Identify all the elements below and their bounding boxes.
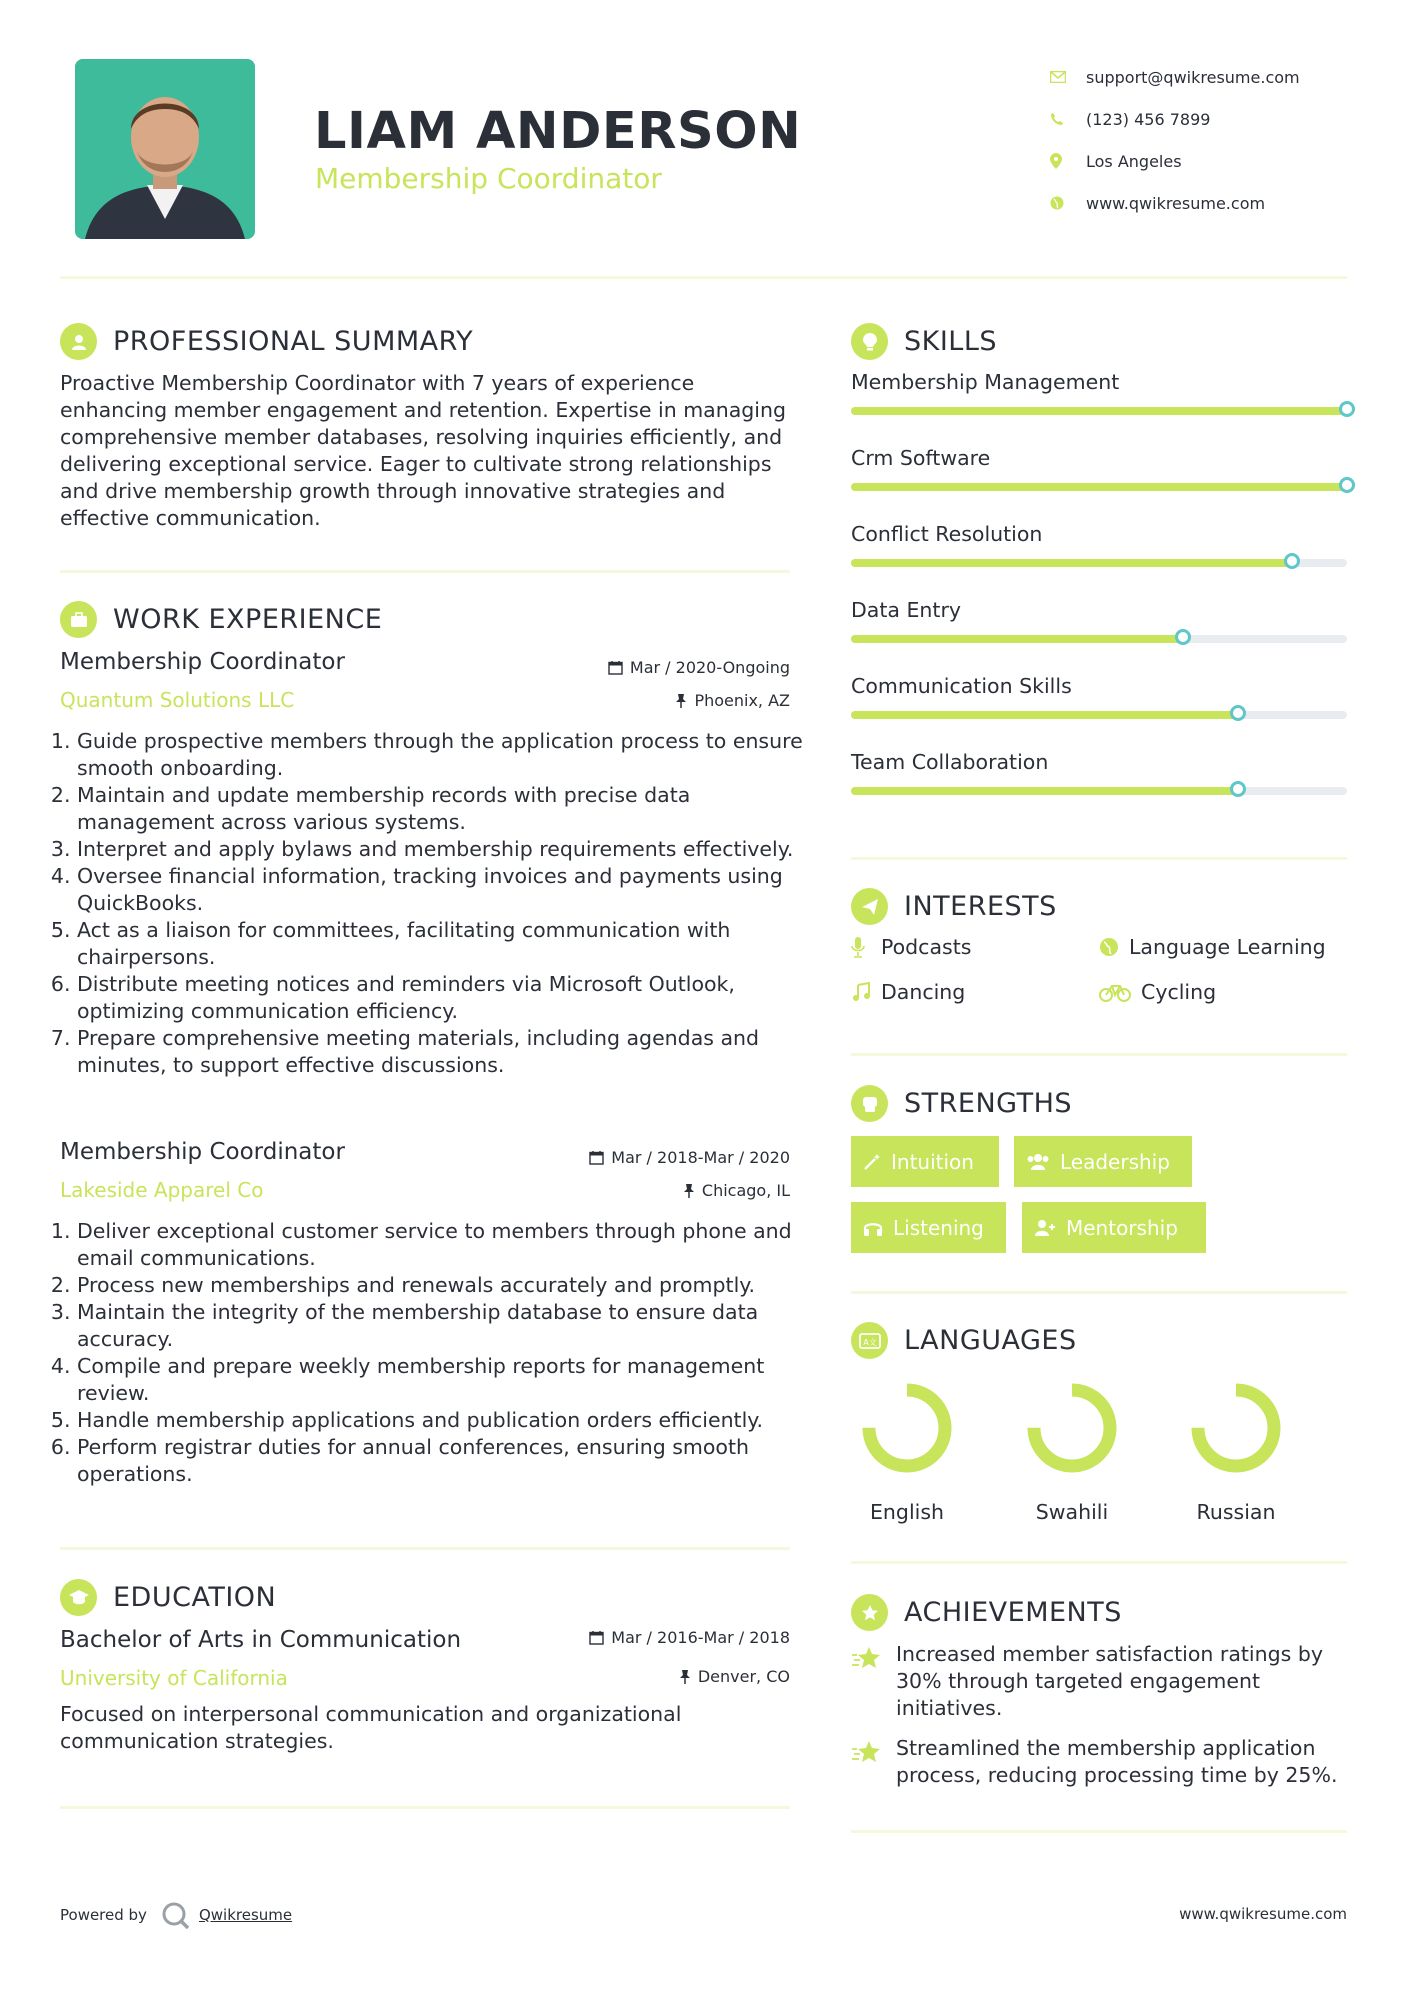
language-item bbox=[1022, 1378, 1122, 1524]
phone-icon bbox=[1050, 112, 1086, 126]
strength-label: Intuition bbox=[891, 1149, 974, 1174]
pushpin-icon bbox=[675, 693, 687, 708]
list-item: 4. Compile and prepare weekly membership reports for management review. bbox=[77, 1353, 817, 1407]
strength-pill bbox=[1014, 1136, 1192, 1187]
contact-location bbox=[1050, 140, 1300, 182]
interest-item bbox=[1099, 935, 1326, 959]
interests-heading bbox=[851, 888, 1057, 925]
language-name: Russian bbox=[1196, 1500, 1276, 1524]
language-level-ring bbox=[857, 1378, 957, 1478]
list-item: 1. Guide prospective members through the application process to ensure smooth onboarding. bbox=[77, 728, 812, 782]
language-item bbox=[857, 1378, 957, 1524]
achievement-text: Streamlined the membership application process, reducing processing time by 25%. bbox=[896, 1736, 1338, 1787]
calendar-icon bbox=[589, 1630, 604, 1645]
summary-heading bbox=[60, 323, 473, 360]
strengths-heading bbox=[851, 1085, 1072, 1122]
list-item: 4. Oversee financial information, tracking invoices and payments using QuickBooks. bbox=[77, 863, 812, 917]
profile-photo bbox=[75, 59, 255, 239]
skill-level-bar bbox=[851, 407, 1347, 415]
skill-item bbox=[851, 370, 1347, 394]
skill-level-fill bbox=[851, 483, 1347, 491]
interests-title: INTERESTS bbox=[904, 891, 1057, 922]
work-title: WORK EXPERIENCE bbox=[113, 604, 383, 635]
interest-label: Cycling bbox=[1141, 980, 1217, 1004]
list-item: 3. Maintain the integrity of the membership database to ensure data accuracy. bbox=[77, 1299, 817, 1353]
contact-location-text: Los Angeles bbox=[1086, 151, 1182, 171]
summary-title: PROFESSIONAL SUMMARY bbox=[113, 326, 474, 357]
job-location-text: Chicago, IL bbox=[701, 1181, 790, 1200]
skill-name: Membership Management bbox=[851, 370, 1120, 394]
languages-title: LANGUAGES bbox=[904, 1325, 1077, 1356]
list-item: 5. Act as a liaison for committees, facilitating communication with chairpersons. bbox=[77, 917, 812, 971]
qwikresume-link[interactable]: Qwikresume bbox=[198, 1906, 293, 1924]
fist-icon bbox=[851, 1085, 888, 1122]
strength-pill bbox=[851, 1136, 999, 1187]
skill-level-knob bbox=[1175, 629, 1191, 645]
list-item: 6. Perform registrar duties for annual conferences, ensuring smooth operations. bbox=[77, 1434, 817, 1488]
skill-level-knob bbox=[1339, 401, 1355, 417]
lightbulb-icon bbox=[851, 323, 888, 360]
skill-item bbox=[851, 522, 1347, 546]
strengths-divider bbox=[851, 1291, 1347, 1294]
skill-item bbox=[851, 446, 1347, 470]
language-level-arc bbox=[1034, 1390, 1110, 1466]
interest-item bbox=[851, 980, 965, 1004]
magic-wand-icon bbox=[863, 1153, 881, 1171]
interests-divider bbox=[851, 1053, 1347, 1056]
list-item: 3. Interpret and apply bylaws and membership requirements effectively. bbox=[77, 836, 812, 863]
achievement-item bbox=[851, 1641, 1351, 1722]
strength-pill bbox=[1022, 1202, 1206, 1253]
footer-website[interactable]: www.qwikresume.com bbox=[1179, 1905, 1347, 1923]
job-duties-list bbox=[55, 1218, 817, 1488]
job-company: Lakeside Apparel Co bbox=[60, 1178, 264, 1202]
powered-by bbox=[60, 1901, 292, 1929]
music-note-icon bbox=[851, 982, 881, 1002]
list-item: 1. Deliver exceptional customer service to members through phone and email communications. bbox=[77, 1218, 817, 1272]
list-item: 2. Maintain and update membership records with precise data management across various systems. bbox=[77, 782, 812, 836]
job-location bbox=[675, 691, 790, 710]
achievements-divider bbox=[851, 1830, 1347, 1833]
list-item: 7. Prepare comprehensive meeting materials, including agendas and minutes, to support effective discussions. bbox=[77, 1025, 812, 1079]
language-name: Swahili bbox=[1035, 1500, 1109, 1524]
skill-item bbox=[851, 598, 1347, 622]
qwikresume-logo-icon bbox=[161, 1901, 191, 1929]
globe-icon bbox=[1099, 937, 1129, 957]
job-dates-text: Mar / 2018-Mar / 2020 bbox=[611, 1148, 790, 1167]
list-item: 5. Handle membership applications and publication orders efficiently. bbox=[77, 1407, 817, 1434]
bicycle-icon bbox=[1099, 982, 1141, 1002]
skill-name: Data Entry bbox=[851, 598, 962, 622]
education-location-text: Denver, CO bbox=[697, 1667, 790, 1686]
language-name: English bbox=[869, 1500, 945, 1524]
skill-item bbox=[851, 750, 1347, 774]
skill-level-fill bbox=[851, 711, 1238, 719]
language-level-arc bbox=[1198, 1390, 1274, 1466]
contact-website[interactable] bbox=[1050, 182, 1300, 224]
achievement-item bbox=[851, 1735, 1351, 1789]
education-dates-text: Mar / 2016-Mar / 2018 bbox=[611, 1628, 790, 1647]
candidate-title: Membership Coordinator bbox=[315, 162, 662, 195]
svg-text:A文: A文 bbox=[862, 1337, 877, 1347]
microphone-icon bbox=[851, 936, 881, 958]
language-level-ring bbox=[1022, 1378, 1122, 1478]
star-burst-icon bbox=[851, 1735, 896, 1789]
job-duties-list bbox=[55, 728, 812, 1079]
language-level-arc bbox=[869, 1390, 945, 1466]
pushpin-icon bbox=[683, 1183, 695, 1198]
contact-website-text: www.qwikresume.com bbox=[1086, 193, 1266, 213]
job-location-text: Phoenix, AZ bbox=[694, 691, 790, 710]
achievements-heading bbox=[851, 1594, 1122, 1631]
skill-level-fill bbox=[851, 635, 1183, 643]
skill-level-fill bbox=[851, 407, 1347, 415]
candidate-name: LIAM ANDERSON bbox=[314, 102, 802, 161]
skill-level-knob bbox=[1284, 553, 1300, 569]
education-dates bbox=[589, 1628, 790, 1647]
language-icon bbox=[851, 1322, 888, 1359]
contact-phone[interactable] bbox=[1050, 98, 1300, 140]
skill-level-bar bbox=[851, 483, 1347, 491]
location-pin-icon bbox=[1050, 153, 1086, 169]
paper-plane-icon bbox=[851, 888, 888, 925]
contact-email[interactable] bbox=[1050, 56, 1300, 98]
achievement-text: Increased member satisfaction ratings by 30% through targeted engagement initiatives. bbox=[896, 1642, 1323, 1720]
user-icon bbox=[60, 323, 97, 360]
skill-level-bar bbox=[851, 787, 1347, 795]
interest-label: Dancing bbox=[881, 980, 966, 1004]
contact-email-text: support@qwikresume.com bbox=[1086, 67, 1300, 87]
skill-name: Crm Software bbox=[851, 446, 991, 470]
header-divider bbox=[60, 276, 1347, 279]
calendar-icon bbox=[608, 660, 623, 675]
job-title: Membership Coordinator bbox=[60, 649, 345, 675]
education-title: EDUCATION bbox=[113, 1582, 277, 1613]
user-plus-icon bbox=[1034, 1219, 1056, 1237]
interest-label: Language Learning bbox=[1129, 935, 1326, 959]
users-icon bbox=[1026, 1153, 1050, 1171]
languages-divider bbox=[851, 1561, 1347, 1564]
skill-level-fill bbox=[851, 559, 1292, 567]
star-burst-icon bbox=[851, 1641, 896, 1722]
pushpin-icon bbox=[679, 1669, 691, 1684]
list-item: 2. Process new memberships and renewals accurately and promptly. bbox=[77, 1272, 817, 1299]
job-title: Membership Coordinator bbox=[60, 1139, 345, 1165]
skill-level-knob bbox=[1230, 781, 1246, 797]
email-icon bbox=[1050, 71, 1086, 83]
list-item: 6. Distribute meeting notices and reminders via Microsoft Outlook, optimizing communication efficiency. bbox=[77, 971, 812, 1025]
work-divider bbox=[60, 1547, 790, 1550]
interest-item bbox=[851, 935, 971, 959]
interest-item bbox=[1099, 980, 1216, 1004]
education-divider bbox=[60, 1806, 790, 1809]
summary-divider bbox=[60, 570, 790, 573]
education-location bbox=[679, 1667, 790, 1686]
language-item bbox=[1186, 1378, 1286, 1524]
skills-heading bbox=[851, 323, 997, 360]
skill-name: Team Collaboration bbox=[851, 750, 1049, 774]
headphones-icon bbox=[863, 1219, 883, 1237]
skill-item bbox=[851, 674, 1347, 698]
strength-label: Listening bbox=[893, 1215, 984, 1240]
strengths-title: STRENGTHS bbox=[904, 1088, 1073, 1119]
strength-pill bbox=[851, 1202, 1006, 1253]
skill-level-knob bbox=[1230, 705, 1246, 721]
skill-level-bar bbox=[851, 711, 1347, 719]
skill-level-bar bbox=[851, 559, 1347, 567]
skill-name: Conflict Resolution bbox=[851, 522, 1043, 546]
languages-heading bbox=[851, 1322, 1077, 1359]
job-dates-text: Mar / 2020-Ongoing bbox=[629, 658, 790, 677]
contact-list bbox=[1050, 56, 1300, 224]
briefcase-icon bbox=[60, 601, 97, 638]
strength-label: Leadership bbox=[1060, 1149, 1170, 1174]
education-heading bbox=[60, 1579, 276, 1616]
skills-divider bbox=[851, 857, 1347, 860]
interest-label: Podcasts bbox=[881, 935, 972, 959]
school-name: University of California bbox=[60, 1666, 288, 1690]
skill-name: Communication Skills bbox=[851, 674, 1072, 698]
contact-phone-text: (123) 456 7899 bbox=[1086, 109, 1211, 129]
skill-level-fill bbox=[851, 787, 1238, 795]
language-level-ring bbox=[1186, 1378, 1286, 1478]
job-dates bbox=[589, 1148, 790, 1167]
strength-label: Mentorship bbox=[1066, 1215, 1178, 1240]
powered-by-text: Powered by bbox=[60, 1906, 147, 1924]
work-heading bbox=[60, 601, 382, 638]
job-location bbox=[683, 1181, 790, 1200]
trophy-icon bbox=[851, 1594, 888, 1631]
degree-title: Bachelor of Arts in Communication bbox=[60, 1627, 462, 1653]
skills-title: SKILLS bbox=[904, 326, 998, 357]
skill-level-knob bbox=[1339, 477, 1355, 493]
education-text: Focused on interpersonal communication and organizational communication strategies. bbox=[60, 1702, 682, 1753]
graduation-cap-icon bbox=[60, 1579, 97, 1616]
calendar-icon bbox=[589, 1150, 604, 1165]
skill-level-bar bbox=[851, 635, 1347, 643]
summary-text: Proactive Membership Coordinator with 7 years of experience enhancing member engagement and retention. Expertise in managing comprehensive member databases, resolving inquiries efficiently, and delivering exceptional service. Eager to cultivate strong relationships and drive membership growth through innovative strategies and effective communication. bbox=[60, 371, 786, 530]
job-dates bbox=[608, 658, 790, 677]
achievements-title: ACHIEVEMENTS bbox=[904, 1597, 1122, 1628]
job-company: Quantum Solutions LLC bbox=[60, 688, 295, 712]
globe-icon bbox=[1050, 196, 1086, 210]
person-portrait-icon bbox=[75, 59, 255, 239]
